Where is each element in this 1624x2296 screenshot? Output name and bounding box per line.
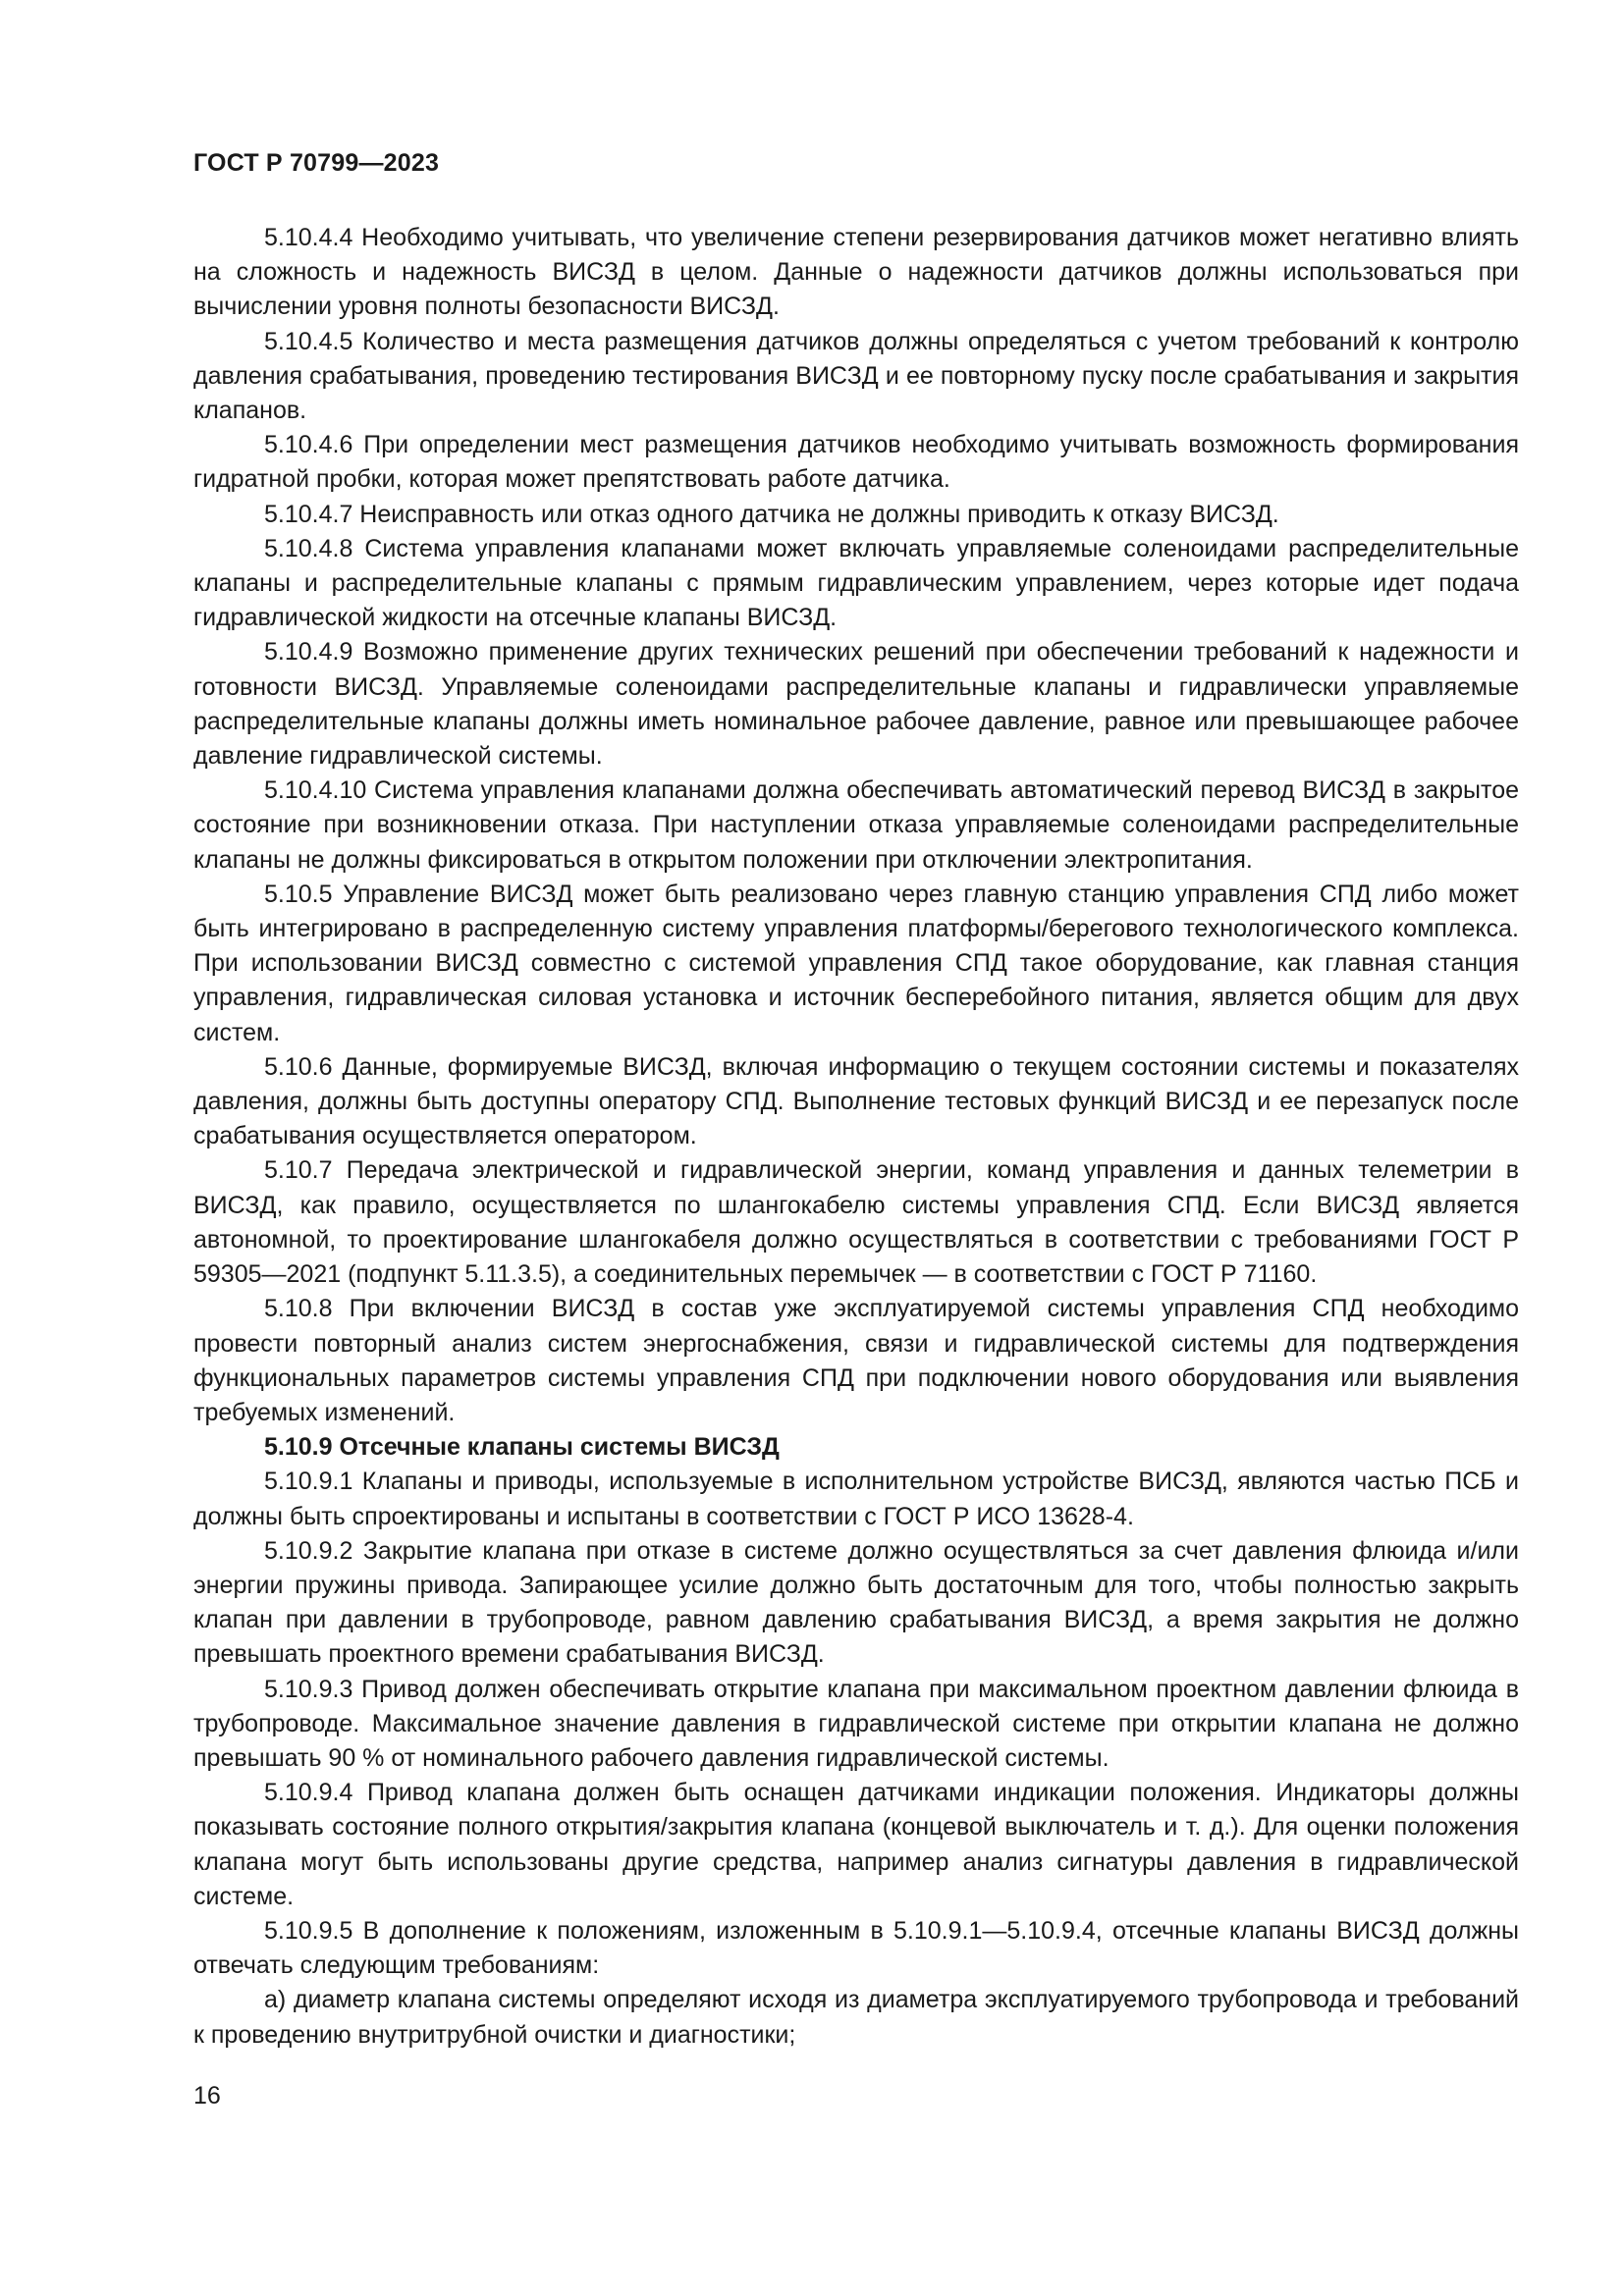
- paragraph: 5.10.4.5 Количество и места размещения датчиков должны определяться с учетом требований к контролю давления срабатывания, проведению тестирования ВИСЗД и ее повторному пуску после срабатывания и закрытия клапанов.: [193, 327, 1519, 425]
- paragraph: 5.10.6 Данные, формируемые ВИСЗД, включая информацию о текущем состоянии системы и показателях давления, должны быть доступны оператору СПД. Выполнение тестовых функций ВИСЗД и ее перезапуск после срабатывания осуществляется оператором.: [193, 1052, 1519, 1150]
- paragraph: 5.10.4.4 Необходимо учитывать, что увеличение степени резервирования датчиков может негативно влиять на сложность и надежность ВИСЗД в целом. Данные о надежности датчиков должны использоваться при вычислении уровня полноты безопасности ВИСЗД.: [193, 224, 1519, 321]
- paragraph: 5.10.8 При включении ВИСЗД в состав уже эксплуатируемой системы управления СПД необходимо провести повторный анализ систем энергоснабжения, связи и гидравлической системы для подтверждения функциональных параметров системы управления СПД при подключении нового оборудования или выявления требуемых изменений.: [193, 1295, 1519, 1426]
- paragraph: 5.10.4.7 Неисправность или отказ одного датчика не должны приводить к отказу ВИСЗД.: [264, 500, 1279, 528]
- paragraph: 5.10.4.8 Система управления клапанами может включать управляемые соленоидами распределительные клапаны и распределительные клапаны с прямым гидравлическим управлением, через которые идет подача гидравлической жидкости на отсечные клапаны ВИСЗД.: [193, 534, 1519, 632]
- paragraph: 5.10.5 Управление ВИСЗД может быть реализовано через главную станцию управления СПД либо может быть интегрировано в распределенную систему управления платформы/берегового технологического комплекса. При использовании ВИСЗД совместно с системой управления СПД такое оборудование, как главная станция управления, гидравлическая силовая установка и источник бесперебойного питания, является общим для двух систем.: [193, 880, 1519, 1046]
- paragraph: 5.10.4.10 Система управления клапанами должна обеспечивать автоматический перевод ВИСЗД в закрытое состояние при возникновении отказа. При наступлении отказа управляемые соленоидами распределительные клапаны не должны фиксироваться в открытом положении при отключении электропитания.: [193, 776, 1519, 874]
- paragraph: 5.10.9.4 Привод клапана должен быть оснащен датчиками индикации положения. Индикаторы должны показывать состояние полного открытия/закрытия клапана (концевой выключатель и т. д.). Для оценки положения клапана могут быть использованы другие средства, например анализ сигнатуры давления в гидравлической системе.: [193, 1779, 1519, 1910]
- paragraph: 5.10.4.6 При определении мест размещения датчиков необходимо учитывать возможность формирования гидратной пробки, которая может препятствовать работе датчика.: [193, 431, 1519, 494]
- paragraph: 5.10.9.5 В дополнение к положениям, изложенным в 5.10.9.1—5.10.9.4, отсечные клапаны ВИСЗД должны отвечать следующим требованиям:: [193, 1916, 1519, 1980]
- paragraph: 5.10.4.9 Возможно применение других технических решений при обеспечении требований к надежности и готовности ВИСЗД. Управляемые соленоидами распределительные клапаны и гидравлически управляемые распределительные клапаны должны иметь номинальное рабочее давление, равное или превышающее рабочее давление гидравлической системы.: [193, 638, 1519, 771]
- paragraph: а) диаметр клапана системы определяют исходя из диаметра эксплуатируемого трубопровода и требований к проведению внутритрубной очистки и диагностики;: [193, 1986, 1519, 2049]
- paragraph: 5.10.9.2 Закрытие клапана при отказе в системе должно осуществляться за счет давления флюида и/или энергии пружины привода. Запирающее усилие должно быть достаточным для того, чтобы полностью закрыть клапан при давлении в трубопроводе, равном давлению срабатывания ВИСЗД, а время закрытия не должно превышать проектного времени срабатывания ВИСЗД.: [193, 1536, 1519, 1669]
- section-heading: 5.10.9 Отсечные клапаны системы ВИСЗД: [264, 1433, 780, 1462]
- paragraph: 5.10.9.3 Привод должен обеспечивать открытие клапана при максимальном проектном давлении флюида в трубопроводе. Максимальное значение давления в гидравлической системе при открытии клапана не должно превышать 90 % от номинального рабочего давления гидравлической системы.: [193, 1675, 1519, 1772]
- document-body: [193, 221, 1519, 2053]
- paragraph: 5.10.7 Передача электрической и гидравлической энергии, команд управления и данных телеметрии в ВИСЗД, как правило, осуществляется по шлангокабелю системы управления СПД. Если ВИСЗД является автономной, то проектирование шлангокабеля должно осуществляться в соответствии с требованиями ГОСТ Р 59305—2021 (подпункт 5.11.3.5), а соединительных перемычек — в соответствии с ГОСТ Р 71160.: [193, 1156, 1519, 1289]
- page-number: 16: [193, 2082, 221, 2109]
- document-code-header: ГОСТ Р 70799—2023: [193, 149, 440, 177]
- paragraph: 5.10.9.1 Клапаны и приводы, используемые в исполнительном устройстве ВИСЗД, являются частью ПСБ и должны быть спроектированы и испытаны в соответствии с ГОСТ Р ИСО 13628-4.: [193, 1468, 1519, 1530]
